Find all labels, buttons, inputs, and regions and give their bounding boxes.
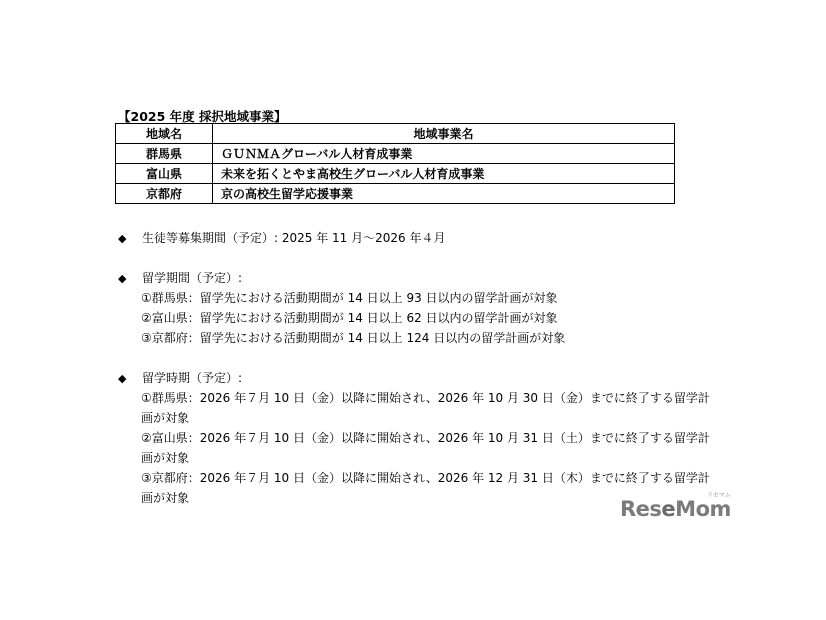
region-cell: 群馬県 <box>116 144 213 164</box>
column-header-region: 地域名 <box>116 124 213 144</box>
recruitment-text: 生徒等募集期間（予定）: 2025 年 11 月～2026 年４月 <box>142 231 446 245</box>
study-period-item: ③京都府：留学先における活動期間が 14 日以上 124 日以内の留学計画が対象 <box>141 331 566 345</box>
table-row <box>116 144 675 164</box>
table-row <box>116 164 675 184</box>
study-timing-item: ②富山県：2026 年７月 10 日（金）以降に開始され、2026 年 10 月 31 日（土）までに終了する留学計 <box>141 431 710 445</box>
table-row <box>116 184 675 204</box>
resemom-logo: ReseMom リセマム <box>620 492 731 521</box>
study-timing-item: ③京都府：2026 年７月 10 日（金）以降に開始され、2026 年 12 月 31 日（木）までに終了する留学計 <box>141 471 710 485</box>
study-period-item: ①群馬県：留学先における活動期間が 14 日以上 93 日以内の留学計画が対象 <box>141 291 558 305</box>
table-header-row <box>116 124 675 144</box>
diamond-bullet-icon: ◆ <box>118 372 127 385</box>
study-period-title <box>118 269 242 286</box>
study-timing-item: ①群馬県：2026 年７月 10 日（金）以降に開始され、2026 年 10 月 30 日（金）までに終了する留学計 <box>141 391 710 405</box>
region-cell: 京都府 <box>116 184 213 204</box>
column-header-project: 地域事業名 <box>213 124 675 144</box>
study-timing-item-cont: 画が対象 <box>141 491 190 505</box>
study-timing-item-cont: 画が対象 <box>141 451 190 465</box>
diamond-bullet-icon: ◆ <box>118 272 127 285</box>
study-period-title-text: 留学期間（予定）: <box>142 271 243 285</box>
project-cell: ＧＵＮＭＡグローバル人材育成事業 <box>213 144 675 164</box>
region-cell: 富山県 <box>116 164 213 184</box>
logo-kana: リセマム <box>706 492 731 499</box>
study-timing-title <box>118 369 242 386</box>
study-timing-title-text: 留学時期（予定）: <box>142 371 243 385</box>
project-cell: 京の高校生留学応援事業 <box>213 184 675 204</box>
section-heading: 【2025 年度 採択地域事業】 <box>118 109 287 124</box>
study-period-item: ②富山県：留学先における活動期間が 14 日以上 62 日以内の留学計画が対象 <box>141 311 558 325</box>
adopted-projects-table <box>115 123 675 204</box>
recruitment-period <box>118 229 445 246</box>
diamond-bullet-icon: ◆ <box>118 232 127 245</box>
study-timing-item-cont: 画が対象 <box>141 411 190 425</box>
project-cell: 未来を拓くとやま高校生グローバル人材育成事業 <box>213 164 675 184</box>
